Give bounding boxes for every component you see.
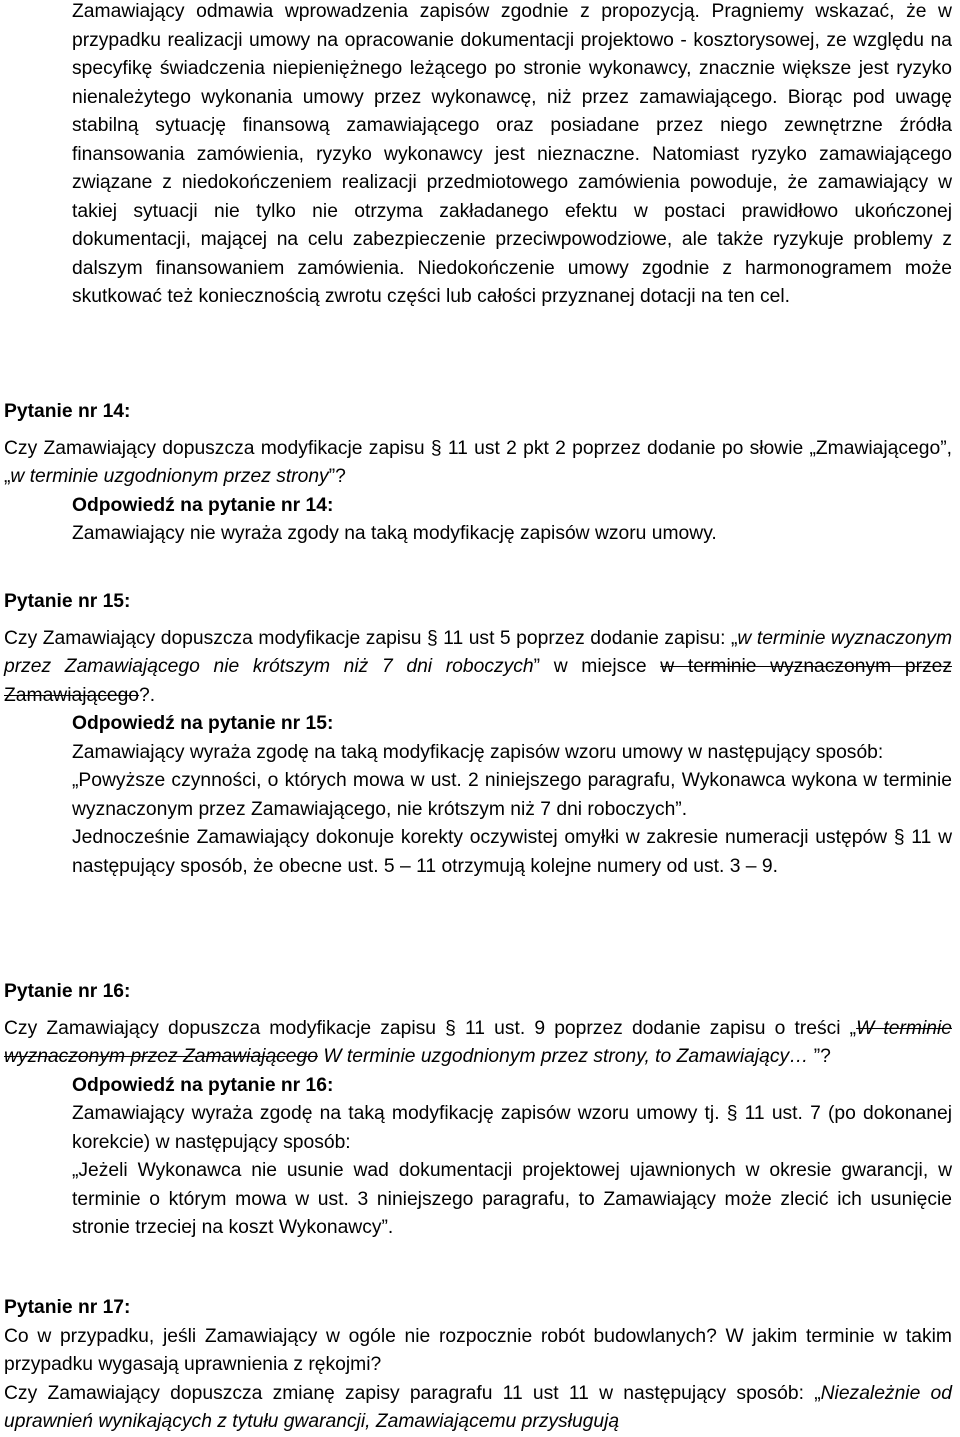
question-14-text: Czy Zamawiający dopuszcza modyfikacje zapisu § 11 ust 2 pkt 2 poprzez dodanie po słowie „Zmawiającego”, „w terminie uzgodnionym przez strony”? <box>4 437 952 487</box>
question-17-heading: Pytanie nr 17: <box>4 1297 131 1318</box>
question-14-heading: Pytanie nr 14: <box>4 401 131 422</box>
answer-14-text: Zamawiający nie wyraża zgody na taką modyfikację zapisów wzoru umowy. <box>72 523 717 544</box>
intro-section <box>0 0 960 312</box>
answer-15-text-1: Zamawiający wyraża zgodę na taką modyfikację zapisów wzoru umowy w następujący sposób: <box>72 741 884 763</box>
question-17-text-1: Co w przypadku, jeśli Zamawiający w ogóle nie rozpocznie robót budowlanych? W jakim terminie w takim przypadku wygasają uprawnienia z rękojmi? <box>4 1325 952 1375</box>
answer-16-heading: Odpowiedź na pytanie nr 16: <box>72 1074 334 1096</box>
answer-16-text-1: Zamawiający wyraża zgodę na taką modyfikację zapisów wzoru umowy tj. § 11 ust. 7 (po dokonanej korekcie) w następujący sposób: <box>72 1103 952 1153</box>
answer-16-text-2: „Jeżeli Wykonawca nie usunie wad dokumentacji projektowej ujawnionych w okresie gwarancji, w terminie o którym mowa w ust. 3 niniejszego paragrafu, to Zamawiający może zlecić ich usunięcie stronie trzeciej na koszt Wykonawcy”. <box>72 1160 952 1238</box>
answer-14-heading: Odpowiedź na pytanie nr 14: <box>72 494 334 516</box>
question-16-text: Czy Zamawiający dopuszcza modyfikacje zapisu § 11 ust. 9 poprzez dodanie zapisu o treści „W terminie wyznaczonym przez Zamawiającego W terminie uzgodnionym przez strony, to Zamawiający… ”? <box>4 1017 952 1067</box>
question-16-heading: Pytanie nr 16: <box>4 981 131 1002</box>
question-15-section <box>0 588 960 881</box>
answer-15-text-3: Jednocześnie Zamawiający dokonuje korekty oczywistej omyłki w zakresie numeracji ustępów § 11 w następujący sposób, że obecne ust. 5 – 11 otrzymują kolejne numery od ust. 3 – 9. <box>72 827 952 877</box>
question-14-section <box>0 398 960 549</box>
intro-paragraph: Zamawiający odmawia wprowadzenia zapisów zgodnie z propozycją. Pragniemy wskazać, że w przypadku realizacji umowy na opracowanie dokumentacji projektowo - kosztorysowej, ze względu na specyfikę świadczenia niepieniężnego leżącego po stronie wykonawcy, znacznie większe jest ryzyko nienależytego wykonania umowy przez wykonawcę, niż przez zamawiającego. Biorąc pod uwagę stabilną sytuację finansową zamawiającego oraz posiadane przez niego zewnętrzne źródła finansowania zamówienia, ryzyko wykonawcy jest nieznaczne. Natomiast ryzyko zamawiającego związane z niedokończeniem realizacji przedmiotowego zamówienia powoduje, że zamawiający w takiej sytuacji nie tylko nie otrzyma zakładanego efektu w postaci prawidłowo ukończonej dokumentacji, mającej na celu zabezpieczenie przeciwpowodziowe, ale także ryzykuje problemy z dalszym finansowaniem zamówienia. Niedokończenie umowy zgodnie z harmonogramem może skutkować też koniecznością zwrotu części lub całości przyznanej dotacji na ten cel. <box>72 1 952 307</box>
answer-15-text-2: „Powyższe czynności, o których mowa w ust. 2 niniejszego paragrafu, Wykonawca wykona w terminie wyznaczonym przez Zamawiającego, nie krótszym niż 7 dni roboczych”. <box>72 770 952 820</box>
question-15-heading: Pytanie nr 15: <box>4 591 131 612</box>
question-17-section <box>0 1294 960 1437</box>
question-16-section <box>0 978 960 1243</box>
question-17-text-2: Czy Zamawiający dopuszcza zmianę zapisy paragrafu 11 ust 11 w następujący sposób: „Niezależnie od uprawnień wynikających z tytułu gwarancji, Zamawiającemu przysługują <box>4 1382 952 1432</box>
answer-15-heading: Odpowiedź na pytanie nr 15: <box>72 713 334 734</box>
question-15-text: Czy Zamawiający dopuszcza modyfikacje zapisu § 11 ust 5 poprzez dodanie zapisu: „w terminie wyznaczonym przez Zamawiającego nie krótszym niż 7 dni roboczych” w miejsce w terminie wyznaczonym przez Zamawiającego?. <box>4 627 952 706</box>
